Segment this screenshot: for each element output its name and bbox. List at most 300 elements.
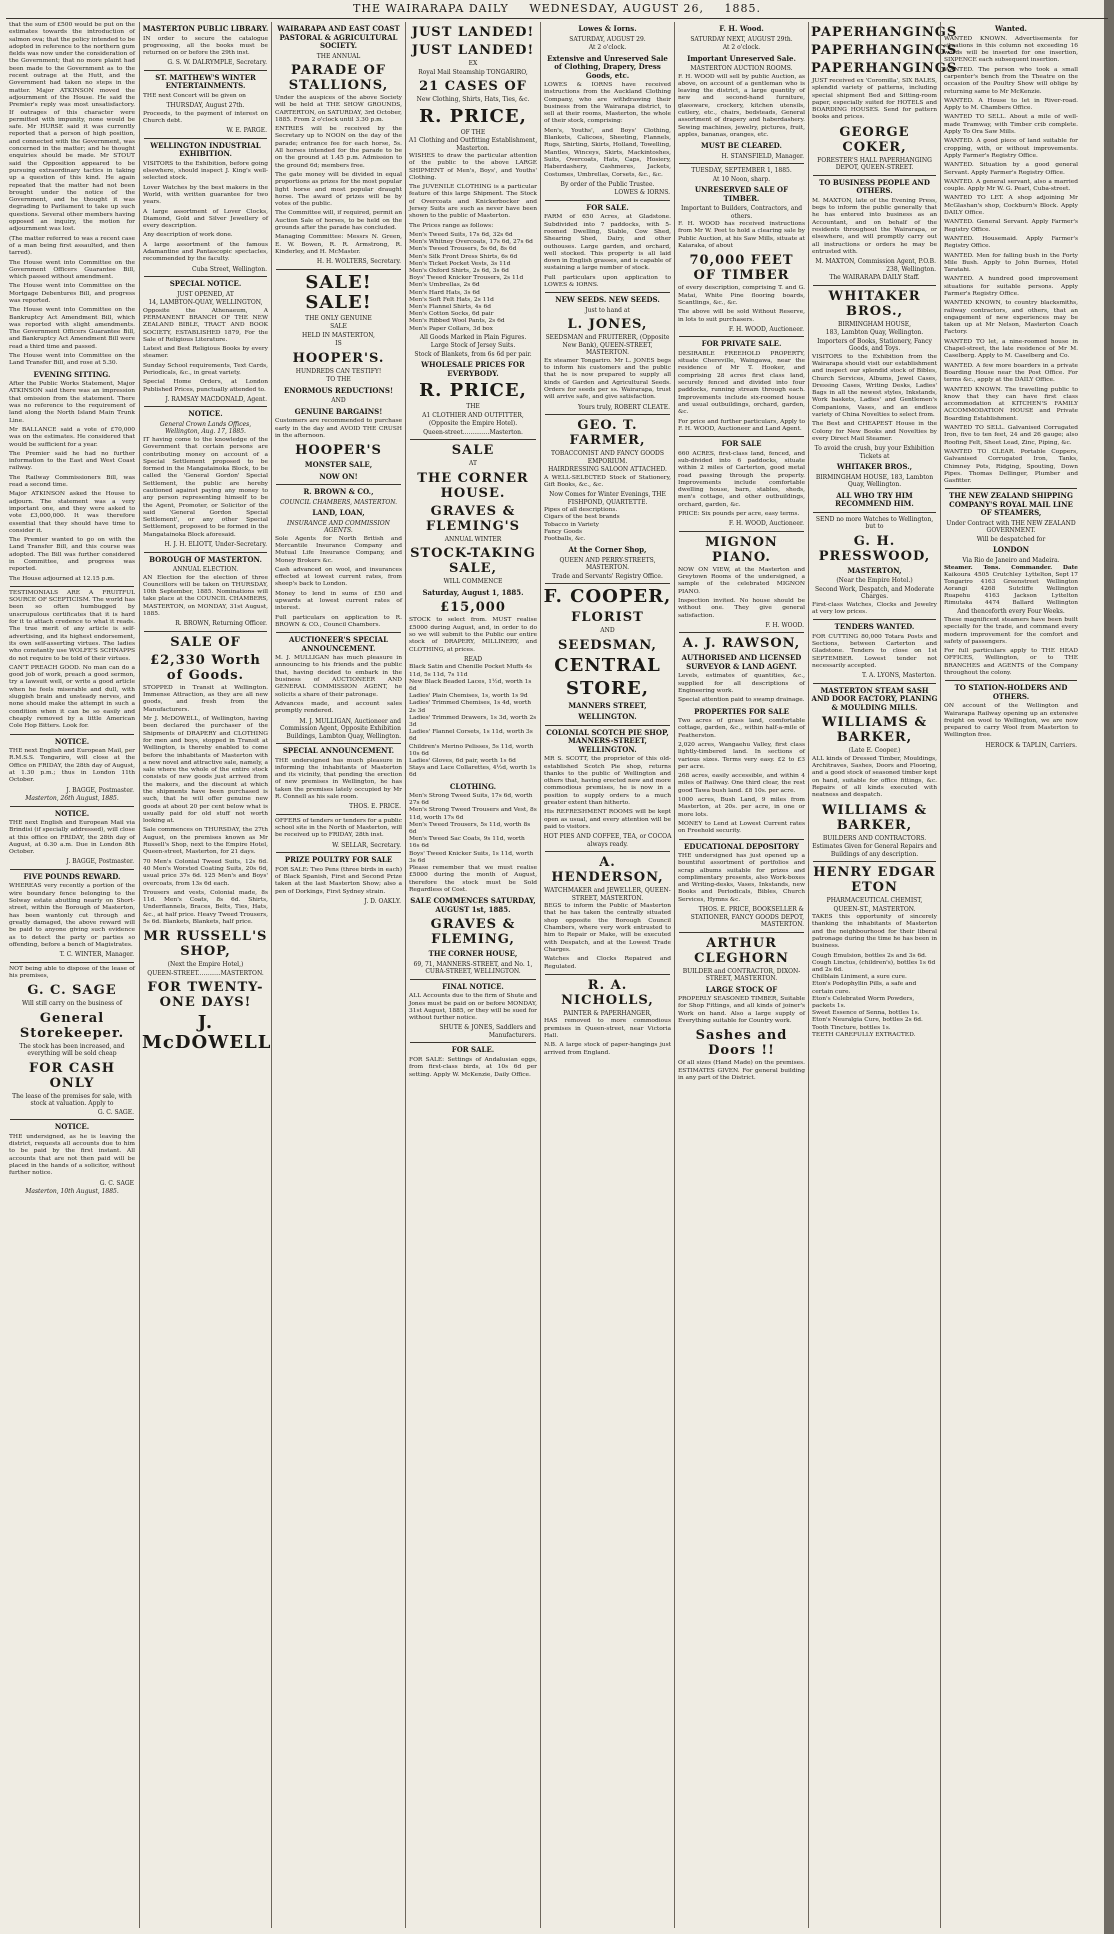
table-row (944, 600, 1078, 607)
advert-heading: HOOPER'S (295, 443, 382, 459)
article-paragraph: OFFERS of tenders or tenders for a public school site in the North of Masterton, will be received up to FRIDAY, 28th inst. (275, 817, 402, 839)
article-paragraph: WANTED. A good piece of land suitable for cropping, with, or without improvements. Apply Farmer's Registry Office. (944, 138, 1078, 159)
article-paragraph: THE undersigned has just opened up a bountiful assortment of portfolios and scrap albums suitable for prizes and complimentary presents, also Work-boxes and Writing-desks, Vases, Inkstands, new Books and Periodicals, Bibles, Church Services, Hymns &c. (678, 853, 805, 903)
price-list-item: Tobacco in Variety (544, 521, 599, 528)
article-paragraph: Full particulars upon application to LOWES & IORNS. (544, 274, 671, 289)
price-list-item: Eton's Podophyllin Pills, a safe and certain cure. (812, 981, 917, 995)
article-paragraph: First-class Watches, Clocks and Jewelry at very low prices. (812, 601, 937, 616)
section-heading: MUST BE CLEARED. (701, 141, 782, 151)
advert-heading: HENRY EDGAR ETON (813, 865, 936, 896)
advert-heading: G. C. SAGE (27, 983, 117, 999)
price-list-item: Footballs, &c. (544, 536, 586, 543)
article-paragraph: Of all sizes (Hand Made) on the premises. ESTIMATES GIVEN. For general building in any part of the District. (678, 1060, 805, 1081)
advert-heading: General Storekeeper. (19, 1010, 125, 1041)
signature-line: H. J. H. ELIOTT, Under-Secretary. (164, 541, 267, 549)
advert-heading: FOR CASH ONLY (29, 1060, 115, 1091)
price-list (409, 793, 537, 865)
centered-line: AND (600, 627, 615, 635)
article-paragraph: Proceeds, to the payment of interest on Church debt. (143, 110, 268, 124)
section-heading: Important Unreserved Sale. (687, 53, 796, 63)
column-rule (813, 619, 936, 620)
price-list-item: Black Satin and Chenille Pocket Muffs 4s 11d, 5s 11d, 7s 11d (409, 664, 533, 678)
column-rule (679, 932, 804, 933)
centered-line: QUEEN-STREET............MASTERTON. (147, 969, 264, 977)
price-list (544, 507, 671, 543)
article-paragraph: THE next English and European Mail, per R.M.S.S. Tongariro, will close at the Office on FRIDAY, the 28th day of August, at 1.30 p.m.; thus in London 11th October. (9, 748, 135, 784)
section-heading: SALE COMMENCES SATURDAY, AUGUST 1st, 1885. (410, 896, 536, 914)
section-heading: LAND, LOAN, (312, 508, 365, 518)
article-paragraph: THE undersigned has much pleasure in informing the inhabitants of Masterton and its vicinity, that pending the erection of new premises in Wellington, he has taken the premises lately occupied by Mr R. Connell as his sale room. (275, 757, 402, 801)
price-list-item: Stays and Lace Collarettes, 4½d, worth 1s 6d (409, 765, 536, 779)
advert-heading: £2,330 Worth of Goods. (150, 652, 261, 683)
section-heading: AUCTIONEER'S SPECIAL ANNOUNCEMENT. (288, 635, 389, 653)
article-paragraph: The Railway Commissioners Bill, was read a second time. (9, 474, 135, 489)
article-paragraph: The Best and CHEAPEST House in the Colony for New Books and Novelties by every Direct Mail Steamer. (812, 421, 937, 442)
article-paragraph: WANTED. Housemaid. Apply Farmer's Registry Office. (944, 235, 1078, 250)
advert-heading: SEEDSMAN, (558, 637, 657, 653)
article-paragraph: Sole Agents for North British and Mercantile Insurance Company and Mutual Life Insurance Company, and Money Brokers &c. (275, 535, 402, 564)
table-cell: 4163 (984, 593, 1000, 600)
article-paragraph: Mr BALLANCE said a vote of £70,000 was on the estimates. He considered that would be sufficient for a year. (9, 426, 135, 448)
table-cell: Sutcliffe (1008, 586, 1034, 593)
article-paragraph: WHEREAS very recently a portion of the wire boundary fence belonging to the Solway estate abutting nearly on Short-street, within the Borough of Masterton, has been wantonly cut through and greatly damaged, the above reward will be paid to anyone giving such evidence as to detect the party or parties so offending, before a bench of Magistrates. (9, 883, 135, 948)
article-paragraph: FARM of 650 Acres, at Gladstone. Subdivided into 7 paddocks, with 5-roomed Dwelling, Stable, Cow Shed, Shearing Shed, Dairy, and other outhouses. Large garden, and orchard, well stocked. This property is all laid down in English grasses, and is capable of sustaining a large number of stock. (544, 214, 671, 272)
article-paragraph: For price and further particulars, Apply to F. H. WOOD, Auctioneer and Land Agent. (678, 418, 805, 432)
centered-line: At 2 o'clock. (722, 44, 761, 51)
article-paragraph: Please remember that we must realise £5000 during the month of August, therefore the stock must be Sold Regardless of Cost. (409, 865, 537, 893)
advert-heading: THE CORNER HOUSE. (417, 470, 529, 501)
centered-line: READ (463, 655, 483, 663)
signature-line: H. H. WOLTERS, Secretary. (316, 258, 401, 266)
column-rule (276, 852, 401, 853)
section-heading: NOTICE. (188, 409, 223, 419)
article-paragraph: WANTED. A hundred good improvement situations for suitable persons. Apply Farmer's Registry Office. (944, 276, 1078, 297)
section-heading: WELLINGTON. (578, 712, 637, 722)
centered-line: HUNDREDS CAN TESTIFY! (295, 367, 382, 375)
section-heading: Extensive and Unreserved Sale of Clothing, Drapery, Dress Goods, etc. (547, 53, 668, 80)
section-heading: THE NEW ZEALAND SHIPPING COMPANY'S ROYAL MAIL LINE OF STEAMERS, (949, 491, 1073, 518)
centered-line: IS (335, 340, 342, 348)
signature-line: J. BAGGE, Postmaster. (66, 786, 134, 794)
masthead-title: THE WAIRARAPA DAILY (353, 2, 509, 15)
column-rule (144, 138, 267, 139)
signature-line: M. J. MULLIGAN, Auctioneer and Commission Agent, Opposite Exhibition Buildings, Lambton Quay, Wellington. (280, 717, 401, 740)
article-paragraph: WANTED. A general servant, also a married couple. Apply Mr W. G. Pearl, Cuba-street. (944, 178, 1078, 193)
table-cell: Crutchley (992, 572, 1022, 579)
advert-heading: FOR TWENTY-ONE DAYS! (147, 980, 264, 1011)
section-heading: COLONIAL SCOTCH PIE SHOP, MANNERS-STREET, WELLINGTON. (546, 727, 669, 754)
article-paragraph: The Premier wanted to go on with the Land Transfer Bill, and this course was adopted. The Bill was further considered in Committee, and progress was reported. (9, 537, 135, 573)
section-heading: Saturday, August 1, 1885. (422, 587, 524, 597)
centered-line: 69, 71, MANNERS-STREET, and No. 1, CUBA-STREET, WELLINGTON. (413, 960, 533, 976)
column-2 (139, 22, 271, 1928)
section-heading: PRIZE POULTRY FOR SALE (284, 855, 393, 865)
column-rule (10, 962, 134, 963)
table-cell: Wellington (1046, 586, 1078, 593)
table-cell: 4474 (984, 600, 1000, 607)
article-paragraph: that the sum of £500 would be put on the estimates towards the introduction of salmon ova; that the policy intended to be adopted in reference to the northern gum fields was now under the consideration of the Government; that no more plaint had been made to the Government as to the recent outrage at the Hutt, and the Government had taken no steps in the matter. Major ATKINSON moved the adjournment of the House. He said the Premier's reply was most unsatisfactory. If outrages of this character were permitted with impunity, none would be safe. Mr HURSE said it was currently reported that a person of high position, and connected with the Government, was concerned in the matter; and he thought enquiries should be made. Mr STOUT said the Opposition appeared to be pursuing extraordinary tactics in taking up a question of this kind. He again repeated that the matter had not been brought under the notice of the Government, and he thought it was degrading to Parliament to take up such questions. Several other members having opposed an inquiry, the motion for adjournment was lost. (9, 22, 135, 233)
table-header-cell: Steamer. (944, 565, 973, 572)
centered-line: PAINTER & PAPERHANGER, (563, 1009, 652, 1017)
column-rule (813, 175, 936, 176)
advert-heading: £15,000 (440, 600, 506, 616)
centered-line: Via Rio de Janeiro and Madeira. (962, 556, 1060, 564)
section-heading: SPECIAL NOTICE. (169, 279, 242, 289)
advert-heading: SALE (451, 443, 495, 459)
article-paragraph: WANTED. The person who took a small carpenter's bench from the Theatre on the occasion of the Poultry Show will oblige by returning same to Mr McKenzie. (944, 66, 1078, 95)
column-rule (276, 814, 401, 815)
article-paragraph: BEGS to inform the Public of Masterton that he has taken the centrally situated shop opposite the Borough Council Chambers, where very work entrusted to him to Repair or Make, will be executed with Despatch, and at the Lowest Trade Charges. (544, 903, 671, 953)
advert-heading: WHITAKER BROS., (828, 288, 921, 319)
column-rule (10, 1119, 134, 1120)
article-paragraph: TAKES this opportunity of sincerely thanking the inhabitants of Masterton and the neighbourhood for their liberal patronage during the time he has been in business. (812, 914, 937, 950)
advert-heading: 70,000 FEET OF TIMBER (689, 253, 794, 284)
article-paragraph: The House went into Committee on the Government Officers Guarantee Bill, which passed without amendment. (9, 259, 135, 281)
signature-line: G. S. W. DALRYMPLE, Secretary. (167, 59, 267, 67)
article-paragraph: WANTED. General Servant. Apply Farmer's Registry Office. (944, 219, 1078, 233)
section-heading: THE CORNER HOUSE, (428, 949, 518, 959)
centered-line: New Clothing, Shirts, Hats, Ties, &c. (416, 96, 530, 103)
article-paragraph: FOR SALE: Settings of Andalusian eggs, from first-class birds, at 10s 6d per setting. Apply W. McKenzie, Daily Office. (409, 1056, 537, 1078)
signature-line: R. BROWN, Returning Officer. (175, 620, 267, 628)
article-paragraph: THE next Concert will be given on (143, 92, 246, 99)
centered-line: At 2 o'clock. (588, 44, 627, 51)
section-heading: ENORMOUS REDUCTIONS! (283, 385, 394, 395)
article-paragraph: For full particulars apply to THE HEAD OFFICES, Wellington, or to THE BRANCHES and AGENTS of the Company throughout the colony. (944, 648, 1078, 676)
article-paragraph: Men's, Youths', and Boys' Clothing, Blankets, Calicoes, Sheeting, Flannels, Rugs, Shirting, Skirts, Holland, Towelling, Mantles, Winceys, Skirts, Mackintoshes, Suits, Overcoats, Hats, Caps, Hosiery, Haberdashery, Cashmeres, Jackets, Costumes, Umbrellas, Corsets, &c., &c. (544, 127, 671, 178)
article-paragraph: STOCK to select from. MUST realise £5000 during August, and, in order to do so we will submit to the Public our entire stock of DRAPERY, MILLINERY, and CLOTHING, at prices. (409, 617, 537, 653)
article-paragraph: The JUVENILE CLOTHING is a particular feature of this large Shipment. The Stock of Overcoats and Knickerbocker and Jersey Suits are such as never have been shown to the public of Masterton. (409, 184, 537, 220)
article-paragraph: AN Election for the election of three Councillors will be taken on THURSDAY, 10th September, 1885. Nominations will take place at the COUNCIL CHAMBERS, MASTERTON, on MONDAY, 31st August, 1885. (143, 574, 268, 618)
price-list-item: New Black Beaded Laces, 1½d, worth 1s 6d (409, 678, 532, 692)
section-heading: FOR SALE. (451, 1045, 495, 1055)
centered-line: HAIRDRESSING SALOON ATTACHED. (548, 466, 667, 474)
table-row (944, 586, 1078, 593)
article-paragraph: ENTRIES will be received by the Secretary up to NOON on the day of the parade; entrance fee for each horse, 5s. All horses intended for the parade to be on the ground at 1.45 p.m. Admission to the ground 6d; members free. (275, 126, 402, 169)
centered-line: AND (331, 397, 346, 405)
article-paragraph: MONEY to Lend at Lowest Current rates on Freehold security. (678, 820, 805, 835)
advert-heading: GRAVES & FLEMING, (430, 917, 516, 948)
signature-line: F. H. WOOD, Auctioneer. (728, 520, 804, 528)
price-list-item: Men's Strong Tweed Trousers and Vest, 8s 11d, worth 17s 6d (409, 807, 537, 821)
centered-line: SALE (330, 323, 347, 331)
centered-line: TOBACCONIST AND FANCY GOODS EMPORIUM. (551, 450, 664, 465)
table-cell: Rimutaka (944, 600, 973, 607)
centered-line: All Goods Marked in Plain Figures. (419, 333, 527, 341)
section-heading: LARGE STOCK OF (705, 984, 778, 994)
display-heading: STORE, (565, 677, 650, 699)
centered-line: Estimates Given for General Repairs and Buildings of any description. (812, 843, 937, 858)
centered-line: Will still carry on the business of (22, 1000, 122, 1008)
column-6 (674, 22, 808, 1928)
table-cell: 4505 (974, 572, 990, 579)
sailing-table (941, 565, 1081, 607)
column-rule (545, 200, 670, 201)
section-heading: MASTERTON STEAM SASH AND DOOR FACTORY, PLANING & MOULDING MILLS. (811, 685, 938, 712)
centered-line: THE ANNUAL (316, 52, 361, 60)
signature-line: Yours truly, ROBERT CLEATE. (577, 403, 670, 411)
article-paragraph: After the Public Works Statement, Major ATKINSON said there was an impression that omission from the statement. There was no reference to the requirement of land along the North Island Main Trunk Line. (9, 381, 135, 424)
section-heading: FOR SALE. (586, 202, 629, 212)
article-paragraph: PROPERLY SEASONED TIMBER, Suitable for Shop Fittings, and all kinds of joiner's Work on hand. Also a large supply of Everything suitable for Country work. (678, 996, 805, 1024)
article-paragraph: A WELL-SELECTED Stock of Stationery, Gift Books, &c., &c. (544, 474, 671, 488)
centered-line: Just to hand at (585, 306, 630, 314)
article-paragraph: JUST received ex 'Coromilla', SIX BALES, splendid variety of patterns, including special shipment Bed and Sitting-room paper, especially suited for HOTELS and BOARDING HOUSES. Send for pattern books and prices. (812, 78, 937, 121)
article-paragraph: Two acres of grass land, comfortable cottage, garden, &c., within half-a-mile of Featherston. (678, 718, 805, 739)
centered-line: MASTERTON AUCTION ROOMS. (690, 65, 793, 72)
signature-line: J. RAMSAY MACDONALD, Agent. (165, 395, 267, 403)
advert-heading: PAPERHANGINGS (811, 25, 958, 40)
price-list-item: Men's Soft Felt Hats, 2s 11d (409, 296, 494, 303)
display-heading: F. COOPER, (543, 586, 672, 608)
table-cell: 4163 (980, 579, 996, 586)
table-cell: Wellington (1046, 579, 1078, 586)
advert-heading: L. JONES, (567, 317, 648, 333)
centered-line: SATURDAY NEXT, AUGUST 29th. (690, 35, 793, 43)
article-paragraph: Watches and Clocks Repaired and Regulated. (544, 956, 671, 970)
column-rule (144, 70, 267, 71)
advert-heading: Sashes and Doors !! (695, 1028, 788, 1059)
advert-heading: ARTHUR CLEGHORN (694, 935, 789, 966)
centered-line: BIRMINGHAM HOUSE, 183, Lambton Quay, Wellington. (815, 473, 934, 489)
table-cell: Jackson (1014, 593, 1037, 600)
price-list-item: Boys' Tweed Knicker Suits, 1s 11d, worth 3s 6d (409, 850, 534, 864)
centered-line: SATURDAY, AUGUST 29. (569, 35, 646, 43)
article-paragraph: Cash advanced on wool, and insurances effected at lowest current rates, from sheep's back to London. (275, 566, 402, 588)
section-heading: TENDERS WANTED. (834, 622, 915, 632)
column-rule (813, 285, 936, 286)
price-list-item: Ladies' Trimmed Drawers, 1s 3d, worth 2s 3d (409, 714, 537, 728)
section-heading: F. H. Wood. (719, 24, 764, 33)
article-paragraph: Customers are recommended to purchase early in the day and AVOID THE CRUSH in the afternoon. (275, 418, 402, 439)
centered-line: Will be despatched for (976, 535, 1046, 543)
article-paragraph: of every description, comprising T. and G. Matai, White Pine flooring boards, Scantlings, &c., &c. (678, 285, 805, 306)
article-paragraph: CAN'T PREACH GOOD. No man can do a good job of work, preach a good sermon, try a lawsuit well, or write a good article when he feels miserable and dull, with sluggish brain and unsteady nerves, and none should make the attempt in such a condition when it can be so easily and cheaply removed by a little American Cole Hop Bitters. Look for. (9, 664, 135, 730)
centered-line: THURSDAY, August 27th. (166, 102, 245, 110)
price-list-item: Men's Cotton Socks, 6d pair (409, 311, 494, 318)
table-cell: Wellington (1046, 600, 1078, 607)
centered-line: The WAIRARAPA DAILY Staff. (829, 274, 920, 282)
article-paragraph: The House went into Committee on the Land Transfer Bill, and rose at 5.30. (9, 353, 135, 367)
column-rule (545, 292, 670, 293)
price-list-item: Men's Oxford Shirts, 2s 6d, 3s 6d (409, 267, 509, 274)
centered-line: THE (466, 403, 480, 411)
section-heading: PROPERTIES FOR SALE (694, 706, 789, 716)
article-paragraph: WANTED. A few more boarders in a private Boarding House near the Post Office. For terms &c., apply at the DAILY Office. (944, 362, 1078, 384)
column-rule (679, 632, 804, 633)
signature-line: Cuba Street, Wellington. (192, 265, 267, 273)
signature-line: THOS. E. PRICE, BOOKSELLER & STATIONER, FANCY GOODS DEPOT, MASTERTON. (690, 906, 804, 929)
article-paragraph: ALL Accounts due to the firm of Shute and Jones must be paid on or before MONDAY, 31st August, 1885, or they will be sued for without further notice. (409, 993, 537, 1022)
article-paragraph: 1000 acres, Bush Land, 9 miles from Masterton, at 20s. per acre, in one or more lots. (678, 797, 805, 818)
centered-line: Under Contract with THE NEW ZEALAND GOVERNMENT. (946, 519, 1076, 535)
section-heading: FOR PRIVATE SALE. (701, 339, 782, 349)
table-row (944, 593, 1078, 600)
signature-line: J. D. OAKLY. (364, 897, 401, 905)
centered-line: WATCHMAKER and JEWELLER, QUEEN-STREET, MASTERTON. (544, 887, 671, 902)
centered-line: JUST OPENED, AT (177, 290, 234, 298)
section-heading: NOTICE. (54, 1122, 90, 1132)
table-header (944, 565, 1078, 572)
article-paragraph: A large assortment of Lover Clocks, Diamond, Gold and Silver Jewellery of every description. (143, 208, 268, 230)
table-cell: Tongariro (944, 579, 973, 586)
section-heading: WELLINGTON INDUSTRIAL EXHIBITION. (150, 140, 261, 159)
column-3 (271, 22, 405, 1928)
article-paragraph: IT having come to the knowledge of the Government that certain persons are contributing money on account of a Special Settlement proposed to be formed in the Mangatainoka Block, to be called the 'General Gordon' Special Settlement, the public are hereby cautioned against paying any money to any person representing himself to be the Agent, Promoter, or Solicitor of the said 'General Gordon Special Settlement', or any other Special Settlement, proposed to be formed in the Mangatainoka Block aforesaid. (143, 436, 268, 538)
table-cell: Lyttelton, Sept 17 (1025, 572, 1078, 579)
column-rule (945, 680, 1077, 681)
column-rule (144, 631, 267, 632)
price-list-item: Men's Tweed Suits, 17s 6d, 32s 6d (409, 231, 513, 238)
article-paragraph: Major ATKINSON asked the House to adjourn. The statement was a very important one, and they were asked to vote £3,000,000. It was therefore essential that they should have time to consider it. (9, 491, 135, 534)
column-rule (545, 851, 670, 852)
column-rule (10, 869, 134, 870)
section-heading: TO BUSINESS PEOPLE AND OTHERS. (819, 177, 930, 196)
centered-line: BUILDER and CONTRACTOR, DIXON-STREET, MASTERTON. (682, 967, 801, 983)
column-rule (679, 436, 804, 437)
section-heading: EDUCATIONAL DEPOSITORY (684, 841, 799, 851)
section-heading: NOTICE. (54, 808, 90, 818)
section-heading: GENUINE BARGAINS! (294, 406, 383, 416)
centered-line: (Late E. Cooper.) (848, 747, 901, 755)
table-header-cell: Commander. (1011, 565, 1053, 572)
article-paragraph: 2,020 acres, Wangaehu Valley, first class lightly-timbered land. In sections of various sizes. Terms very easy. £2 to £3 per acre. (678, 741, 805, 770)
article-paragraph: Sale commences on THURSDAY, the 27th August, on the premises known as Mr Russell's Shop, next to the Empire Hotel, Queen-street, Masterton, for 21 days. (143, 827, 268, 856)
article-paragraph: These magnificent steamers have been built specially for the trade, and command every modern improvement for the comfort and safety of passengers. (944, 616, 1078, 645)
article-paragraph: Levels, estimates of quantities, &c., supplied for all descriptions of Engineering work. (678, 673, 805, 694)
signature-line: J. BAGGE, Postmaster. (66, 858, 134, 866)
centered-line: (Opposite the Empire Hotel). (428, 420, 518, 428)
article-paragraph: NOT being able to dispose of the lease of his premises, (9, 965, 135, 979)
article-paragraph: LOWES & IORNS have received instructions from the Auckland Clothing Company, who are withdrawing their business from the Wairarapa district, to sell at their rooms, Masterton, the whole of their stock, comprising: (544, 82, 671, 125)
small-line: Masterton, 26th August, 1885. (25, 795, 119, 802)
price-list-item: Men's Hard Hats, 3s 6d (409, 289, 480, 296)
article-paragraph: ON account of the Wellington and Wairarapa Railway opening up an extensive freight on wool to Wellington, we are now prepared to carry Wool from Masterton to Wellington free. (944, 703, 1078, 739)
centered-line: (Near the Empire Hotel.) (836, 577, 913, 585)
price-list-item: Boys' Tweed Knicker Trousers, 2s 11d (409, 275, 524, 282)
price-list-item: Ladies' Plain Chemises, 1s, worth 1s 9d (409, 693, 528, 700)
section-heading: TO STATION-HOLDERS AND OTHERS. (954, 683, 1068, 701)
table-cell: Kaikoura (944, 572, 971, 579)
price-list-item: Sweet Essence of Senna, bottles 1s. (812, 1010, 920, 1017)
advert-heading: WILLIAMS & BARKER, (821, 802, 928, 833)
advert-heading: PARADE OF STALLIONS, (288, 63, 389, 93)
section-heading: CLOTHING. (449, 781, 497, 791)
advert-heading: HOOPER'S. (292, 350, 385, 366)
column-5 (540, 22, 674, 1928)
price-list-item: Men's Tweed Sac Coats, 9s 11d, worth 16s 6d (409, 836, 525, 850)
article-paragraph: Special attention paid to swamp drainage. (678, 697, 805, 704)
column-rule (813, 683, 936, 684)
section-heading: MANNERS STREET, (568, 700, 647, 710)
price-list-item: Men's Silk Front Dress Shirts, 6s 6d (409, 253, 518, 260)
centered-line: A1 CLOTHIER AND OUTFITTER, (422, 411, 524, 419)
signature-line: T. C. WINTER, Manager. (59, 951, 134, 959)
advert-heading: STOCK-TAKING SALE, (410, 546, 536, 577)
price-list-item: Men's Whitney Overcoats, 17s 6d, 27s 6d (409, 239, 533, 246)
article-paragraph: Any description of work done. (143, 232, 233, 239)
column-rule (276, 743, 401, 744)
centered-line: TO THE (326, 376, 351, 384)
centered-line: Important to Builders, Contractors, and others. (680, 205, 803, 220)
signature-line: T. A. LYONS, Masterton. (862, 672, 936, 680)
article-paragraph: STOPPED in Transit at Wellington. Immense Attraction, as they are all new goods, and fresh from the Manufacturers. (143, 684, 268, 713)
column-rule (813, 861, 936, 862)
price-list-item: Men's Tweed Trousers, 5s 6d, 8s 6d (409, 246, 517, 253)
article-paragraph: The House went into Committee on the Bankruptcy Act Amendment Bill, which was reported with slight amendments. The Government Officers Guarantee Bill, and Bankruptcy Act Amendment Bill were read a third time and passed. (9, 307, 135, 350)
price-list-item: Men's Tweed Trousers, 5s 11d, worth 8s 6d (409, 821, 531, 836)
column-rule (144, 552, 267, 553)
centered-line: Importers of Books, Stationery, Fancy Goods, and Toys. (817, 337, 932, 353)
signature-line: W. SELLAR, Secretary. (332, 841, 401, 849)
centered-line: Queen-street..............Masterton. (423, 428, 523, 436)
article-paragraph: WANTED TO CLEAR. Portable Coppers, Galvanised Corrugated Iron, Tanks, Chimney Pots, Ridging, Spouting, Down Pipes. Thomas Dellinger, Plumber and Gasfitter. (944, 448, 1078, 485)
price-list-item: Eton's Neuralgia Cure, bottles 2s 6d. (812, 1017, 923, 1024)
centered-line: HOT PIES AND COFFEE, TEA, or COCOA always ready. (543, 833, 672, 848)
article-paragraph: Advances made, and account sales promptly rendered. (275, 700, 402, 715)
section-heading: EVENING SITTING. (33, 369, 111, 379)
column-rule (10, 806, 134, 807)
table-cell: Ruapehu (944, 593, 971, 600)
centered-line: AT (468, 460, 477, 468)
table-header-cell: Tons. (983, 565, 1001, 572)
advert-heading: PAPERHANGINGS (811, 61, 958, 76)
centered-line: FORESTER'S HALL PAPERHANGING DEPOT, QUEEN-STREET. (817, 156, 932, 172)
centered-line: Royal Mail Steamship TONGARIRO, (418, 68, 528, 76)
article-paragraph: Mr J. McDOWELL, of Wellington, having been declared the purchaser of the Shipments of DRAPERY and CLOTHING for men and boys, stopped in Transit at Wellington, is thereby enabled to come before the inhabitants of Masterton with a new novel and attractive sale, namely, a sale where the whole of the entire stock consists of new goods just arrived from the makers, and the discount at which the shipments have been purchased is such, that he will offer genuine new goods at about 20 per cent below what is usually paid for old stuff not worth looking at. (143, 716, 268, 825)
price-list-item: Pipes of all descriptions. (544, 507, 618, 514)
article-paragraph: F. H. WOOD has received instructions from Mr W. Peet to hold a clearing sale by Public Auction, at his Saw Mills, situate at Kaiaraka, of about (678, 221, 805, 250)
column-rule (813, 512, 936, 513)
signature-line: F. H. WOOD, Auctioneer. (728, 325, 804, 333)
advert-heading: JUST LANDED! (411, 25, 535, 40)
article-paragraph: Lover Watches by the best makers in the World, with written guarantee for two years. (143, 184, 268, 206)
price-list-item: Chilblain Liniment, a sure cure. (812, 974, 907, 981)
section-heading: MASTERTON, (847, 565, 902, 575)
column-rule (679, 163, 804, 164)
price-list-item: Ladies' Gloves, 6d pair, worth 1s 6d (409, 757, 516, 764)
signature-line: F. H. WOOD. (765, 621, 804, 629)
article-paragraph: WANTED TO SELL. About a mile of well-made Tramway, with Timber crib complete. Apply To Ora Saw Mills. (944, 114, 1078, 136)
column-4 (405, 22, 540, 1928)
table-cell: Lyttelton (1051, 593, 1078, 600)
centered-line: (Next the Empire Hotel,) (167, 961, 244, 969)
article-paragraph: The Committee will, if required, permit an Auction Sale of horses, to be held on the grounds after the parade has concluded. (275, 210, 402, 232)
price-list-item: Fancy Goods (544, 528, 583, 535)
centered-line: BUILDERS AND CONTRACTORS. (822, 834, 927, 842)
table-cell: Ballard (1012, 600, 1034, 607)
centered-line: QUEEN-ST., MASTERTON. (833, 905, 916, 913)
column-rule (276, 484, 401, 485)
column-rule (410, 979, 536, 980)
article-paragraph: Inspection invited. No house should be without one. They give general satisfaction. (678, 597, 805, 619)
column-rule (679, 839, 804, 840)
price-list-item: Men's Flannel Shirts, 4s 6d (409, 304, 491, 310)
section-heading: UNRESERVED SALE OF TIMBER. (694, 185, 789, 203)
centered-line: At 10 Noon, sharp. (712, 175, 771, 183)
article-paragraph: The Prices range as follows: (409, 222, 494, 229)
masthead-date: WEDNESDAY, AUGUST 26, (529, 2, 704, 15)
section-heading: BOROUGH OF MASTERTON. (149, 554, 262, 564)
section-heading: ALL WHO TRY HIM RECOMMEND HIM. (835, 490, 914, 509)
centered-line: WILL COMMENCE (443, 578, 503, 586)
column-rule (10, 586, 134, 587)
column-rule (945, 488, 1077, 489)
advert-heading: GRAVES & FLEMING'S (425, 503, 521, 534)
centered-line: SEEDSMAN and FRUITERER, (Opposite New Bank), QUEEN-STREET, MASTERTON. (545, 334, 670, 357)
centered-line: QUEEN AND PERRY-STREETS, MASTERTON. (559, 556, 656, 572)
article-paragraph: N.B. A large stock of paper-hangings just arrived from England. (544, 1042, 671, 1056)
